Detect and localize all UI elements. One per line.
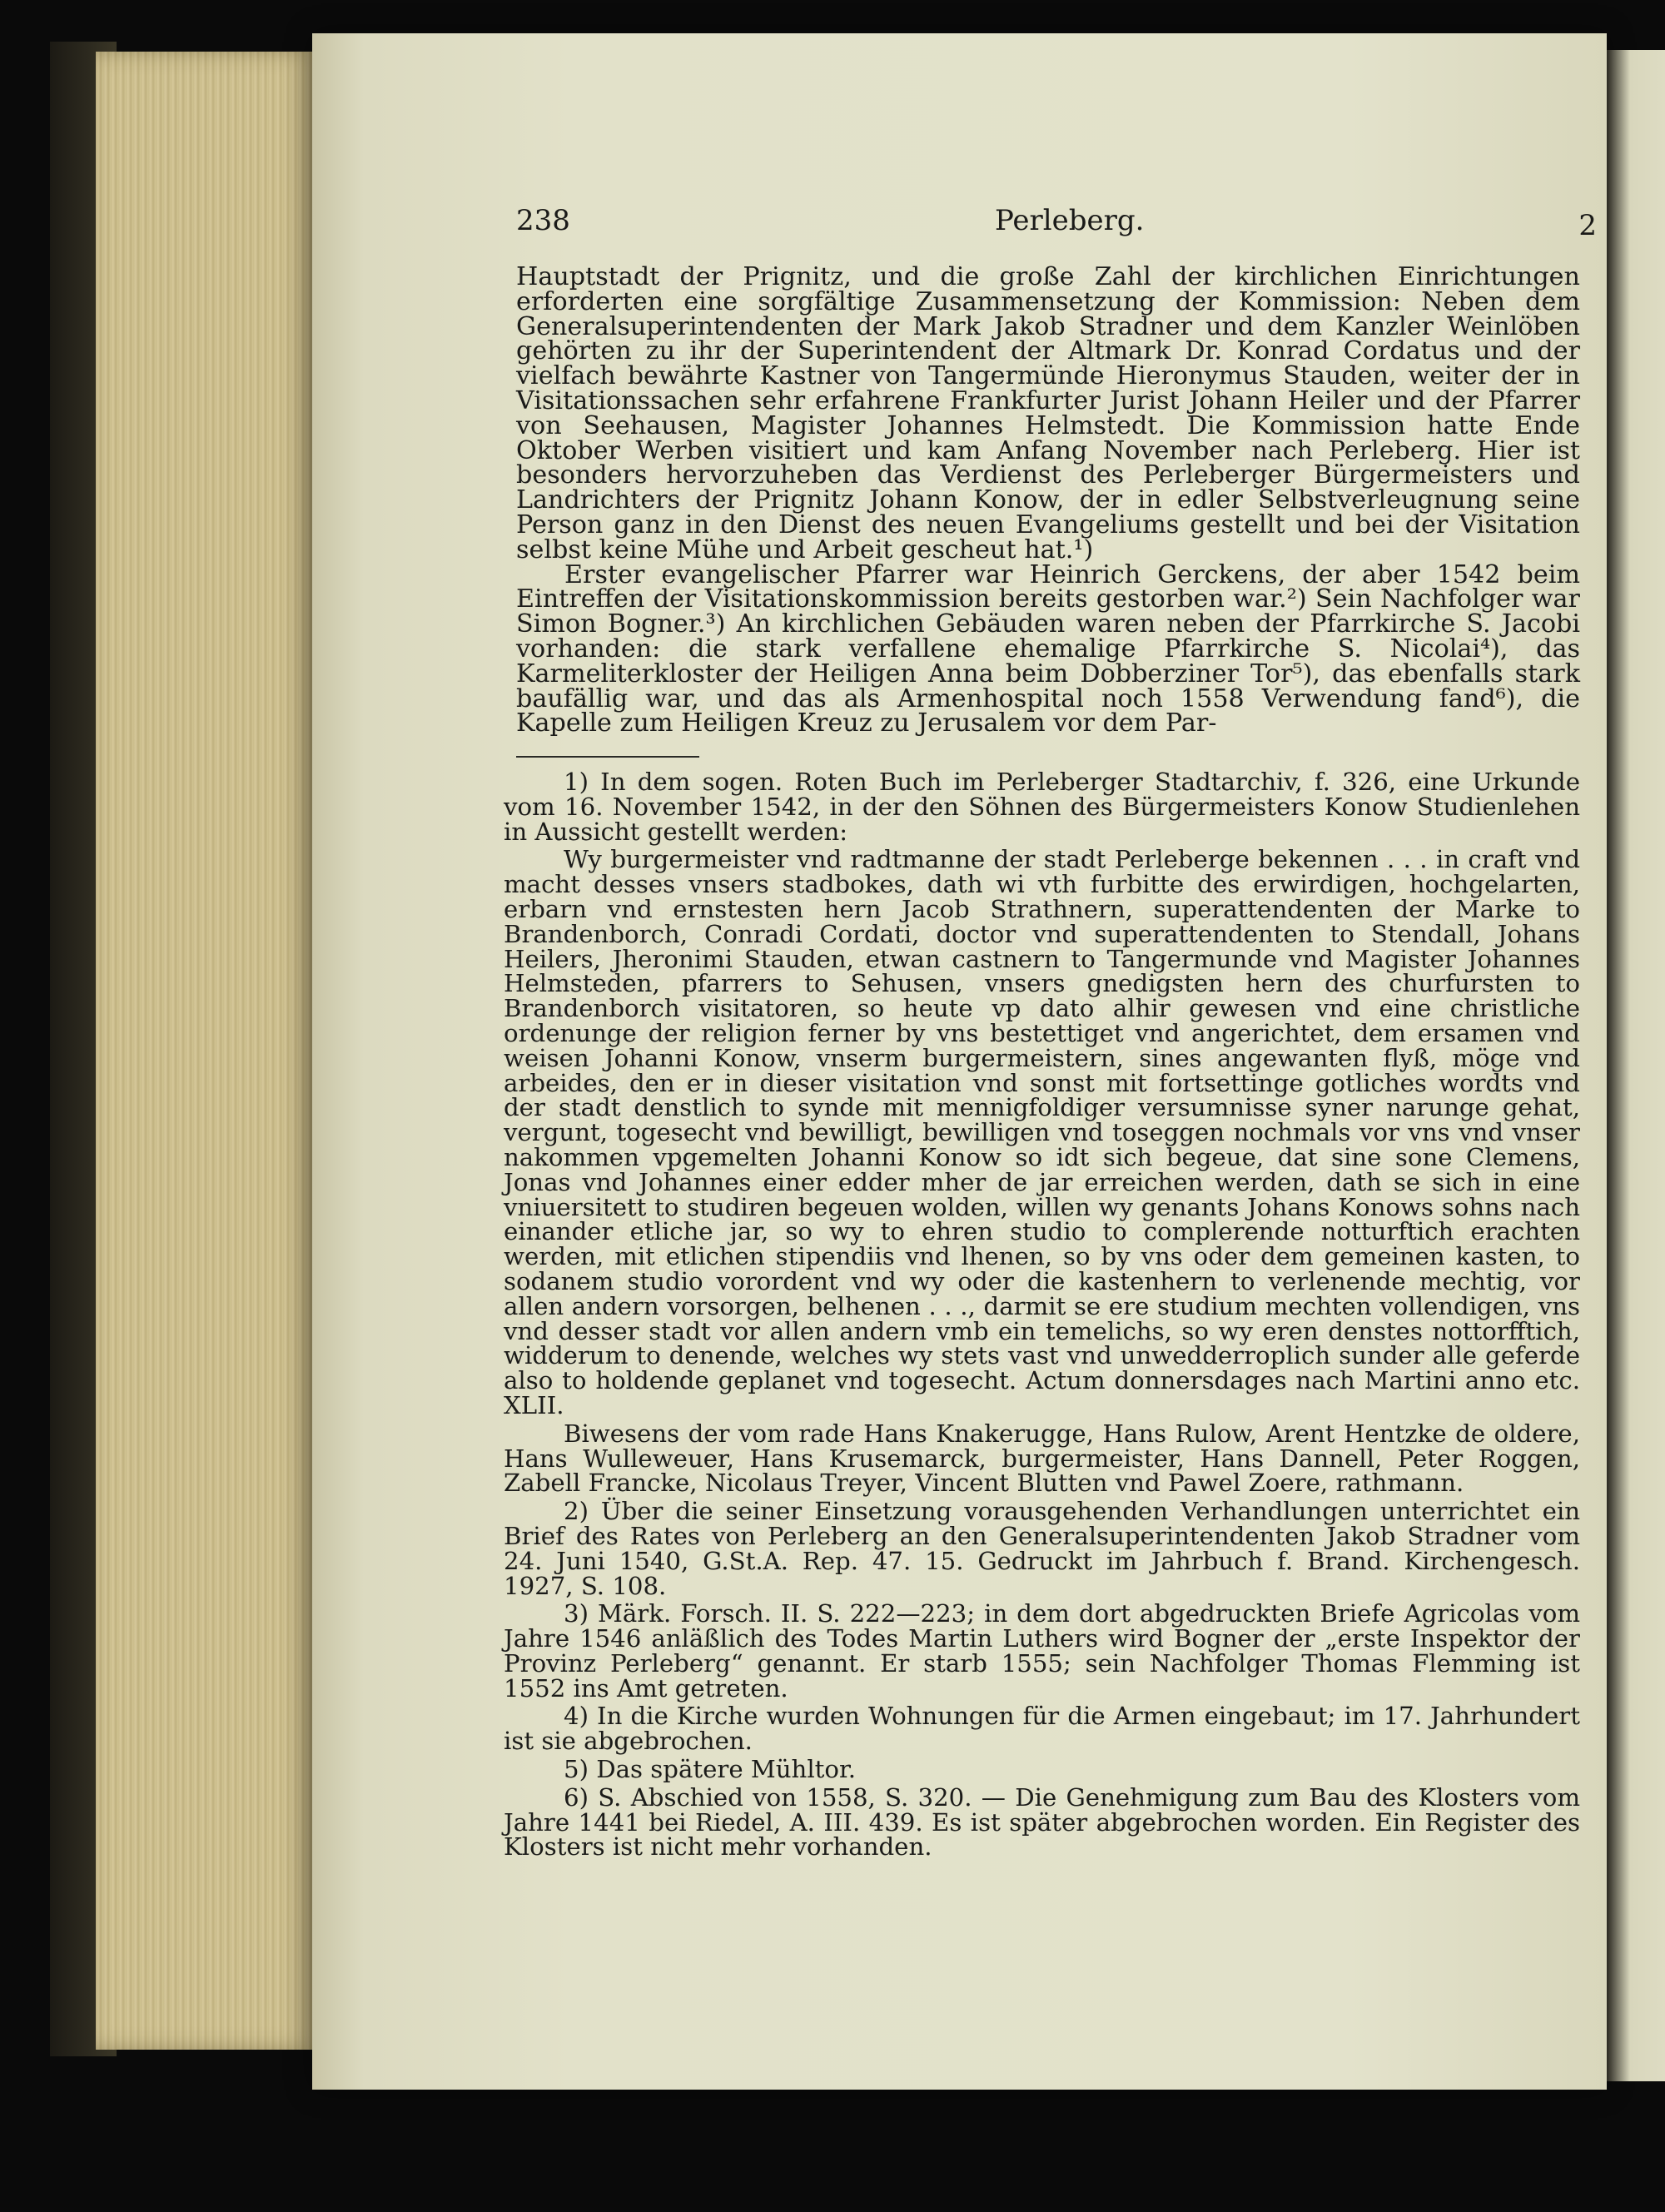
footnote: 5) Das spätere Mühltor. bbox=[564, 1755, 857, 1784]
body-paragraph: Hauptstadt der Prignitz, und die große Zahl der kirchlichen Einrichtungen erforderten eine sorgfältige Zusammensetzung der Kommission: Neben dem Generalsuperintendenten der Mark Jakob Stradner und dem Kanzler Weinlöben gehörten zu ihr der Superintendent der Altmark Dr. Konrad Cordatus und der vielfach bewährte Kastner von Tangermünde Hieronymus Stauden, weiter der in Visitationssachen sehr erfahrene Frankfurter Jurist Johann Heiler und der Pfarrer von Seehausen, Magister Johannes Helmstedt. Die Kommission hatte Ende Oktober Werben visitiert und kam Anfang November nach Perleberg. Hier ist besonders hervorzuheben das Verdienst des Perleberger Bürgermeisters und Landrichters der Prignitz Johann Konow, der in edler Selbstverleugnung seine Person ganz in den Dienst des neuen Evangeliums gestellt und bei der Visitation selbst keine Mühe und Arbeit gescheut hat.¹) bbox=[516, 262, 1580, 564]
footnote-separator bbox=[516, 756, 699, 758]
page-edges bbox=[96, 52, 312, 2050]
facing-page-number-fragment: 2 bbox=[1578, 209, 1597, 242]
running-head bbox=[516, 204, 1597, 246]
body-paragraph: Erster evangelischer Pfarrer war Heinrich Gerckens, der aber 1542 beim Eintreffen der Visitationskommission bereits gestorben war.²) Sein Nachfolger war Simon Bogner.³) An kirchlichen Gebäuden waren neben der Pfarrkirche S. Jacobi vorhanden: die stark verfallene ehemalige Pfarrkirche S. Nicolai⁴), das Karmeliterkloster der Heiligen Anna beim Dobberziner Tor⁵), das ebenfalls stark baufällig war, und das als Armenhospital noch 1558 Verwendung fand⁶), die Kapelle zum Heiligen Kreuz zu Jerusalem vor dem Par- bbox=[516, 559, 1580, 738]
footnotes bbox=[504, 770, 1580, 1863]
page-number: 238 bbox=[516, 204, 570, 237]
footnote: 2) Über die seiner Einsetzung vorausgehenden Verhandlungen unterrichtet ein Brief des Rates von Perleberg an den Generalsuperintendenten Jakob Stradner vom 24. Juni 1540, G.St.A. Rep. 47. 15. Gedruckt im Jahrbuch f. Brand. Kirchengesch. 1927, S. 108. bbox=[504, 1497, 1580, 1600]
footnote: 3) Märk. Forsch. II. S. 222—223; in dem dort abgedruckten Briefe Agricolas vom Jahre 1546 anläßlich des Todes Martin Luthers wird Bogner der „erste Inspektor der Provinz Perleberg“ genannt. Er starb 1555; sein Nachfolger Thomas Flemming ist 1552 ins Amt getreten. bbox=[504, 1599, 1580, 1702]
footnote: 1) In dem sogen. Roten Buch im Perleberger Stadtarchiv, f. 326, eine Urkunde vom 16. November 1542, in der den Söhnen des Bürgermeisters Konow Studienlehen in Aussicht gestellt werden: bbox=[504, 768, 1580, 846]
facing-page-edge bbox=[1607, 50, 1665, 2081]
main-text bbox=[516, 262, 1580, 738]
footnote-quotation: Biwesens der vom rade Hans Knakerugge, Hans Rulow, Arent Hentzke de oldere, Hans Wulleweuer, Hans Krusemarck, burgermeister, Hans Dannell, Peter Roggen, Zabell Francke, Nicolaus Treyer, Vincent Blutten vnd Pawel Zoere, rathmann. bbox=[504, 1419, 1580, 1498]
footnote: 6) S. Abschied von 1558, S. 320. — Die Genehmigung zum Bau des Klosters vom Jahre 1441 bei Riedel, A. III. 439. Es ist später abgebrochen worden. Ein Register des Klosters ist nicht mehr vorhanden. bbox=[504, 1782, 1580, 1862]
running-title: Perleberg. bbox=[995, 204, 1145, 237]
footnote: 4) In die Kirche wurden Wohnungen für die Armen eingebaut; im 17. Jahrhundert ist sie abgebrochen. bbox=[504, 1702, 1580, 1756]
footnote-quotation: Wy burgermeister vnd radtmanne der stadt Perleberge bekennen . . . in craft vnd macht desses vnsers stadbokes, dath wi vth furbitte des erwirdigen, hochgelarten, erbarn vnd ernstesten hern Jacob Strathnern, superattendenten der Marke to Brandenborch, Conradi Cordati, doctor vnd superattendenten to Stendall, Johans Heilers, Jheronimi Stauden, etwan castnern to Tangermunde vnd Magister Johannes Helmsteden, pfarrers to Sehusen, vnsers gnedigsten hern des churfursten to Brandenborch visitatoren, so heute vp dato alhir gewesen vnd eine christliche ordenunge der religion ferner by vns bestettiget vnd angerichtet, dem ersamen vnd weisen Johanni Konow, vnserm burgermeistern, sines angewanten flyß, möge vnd arbeides, den er in dieser visitation vnd sonst mit fortsettinge gotliches wordts vnd der stadt denstlich to synde mit mennigfoldiger versumnisse syner narunge gehat, vergunt, togesecht vnd bewilligt, bewilligen vnd toseggen nochmals vor vns vnd vnser nakommen vpgemelten Johanni Konow so idt sich begeue, dat sine sone Clemens, Jonas vnd Johannes einer edder mher de jar erreichen werden, dath se sich in eine vniuersitett to studiren begeuen wolden, willen wy genants Johans Konows sohns nach einander etliche jar, so wy to ehren studio to complerende notturftich erachten werden, mit etlichen stipendiis vnd lhenen, so by vns oder dem gemeinen kasten, to sodanem studio vorordent vnd wy oder die kastenhern to verlenende mechtig, vor allen andern vorsorgen, belhenen . . ., darmit se ere studium mechten vollendigen, vns vnd desser stadt vor allen andern vmb ein temelichs, so wy eren denstes nottorfftich, widderum to denende, welches wy stets vast vnd unwedderroplich sunder alle geferde also to holdende geplanet vnd togesecht. Actum donnersdages nach Martini anno etc. XLII. bbox=[504, 845, 1580, 1419]
